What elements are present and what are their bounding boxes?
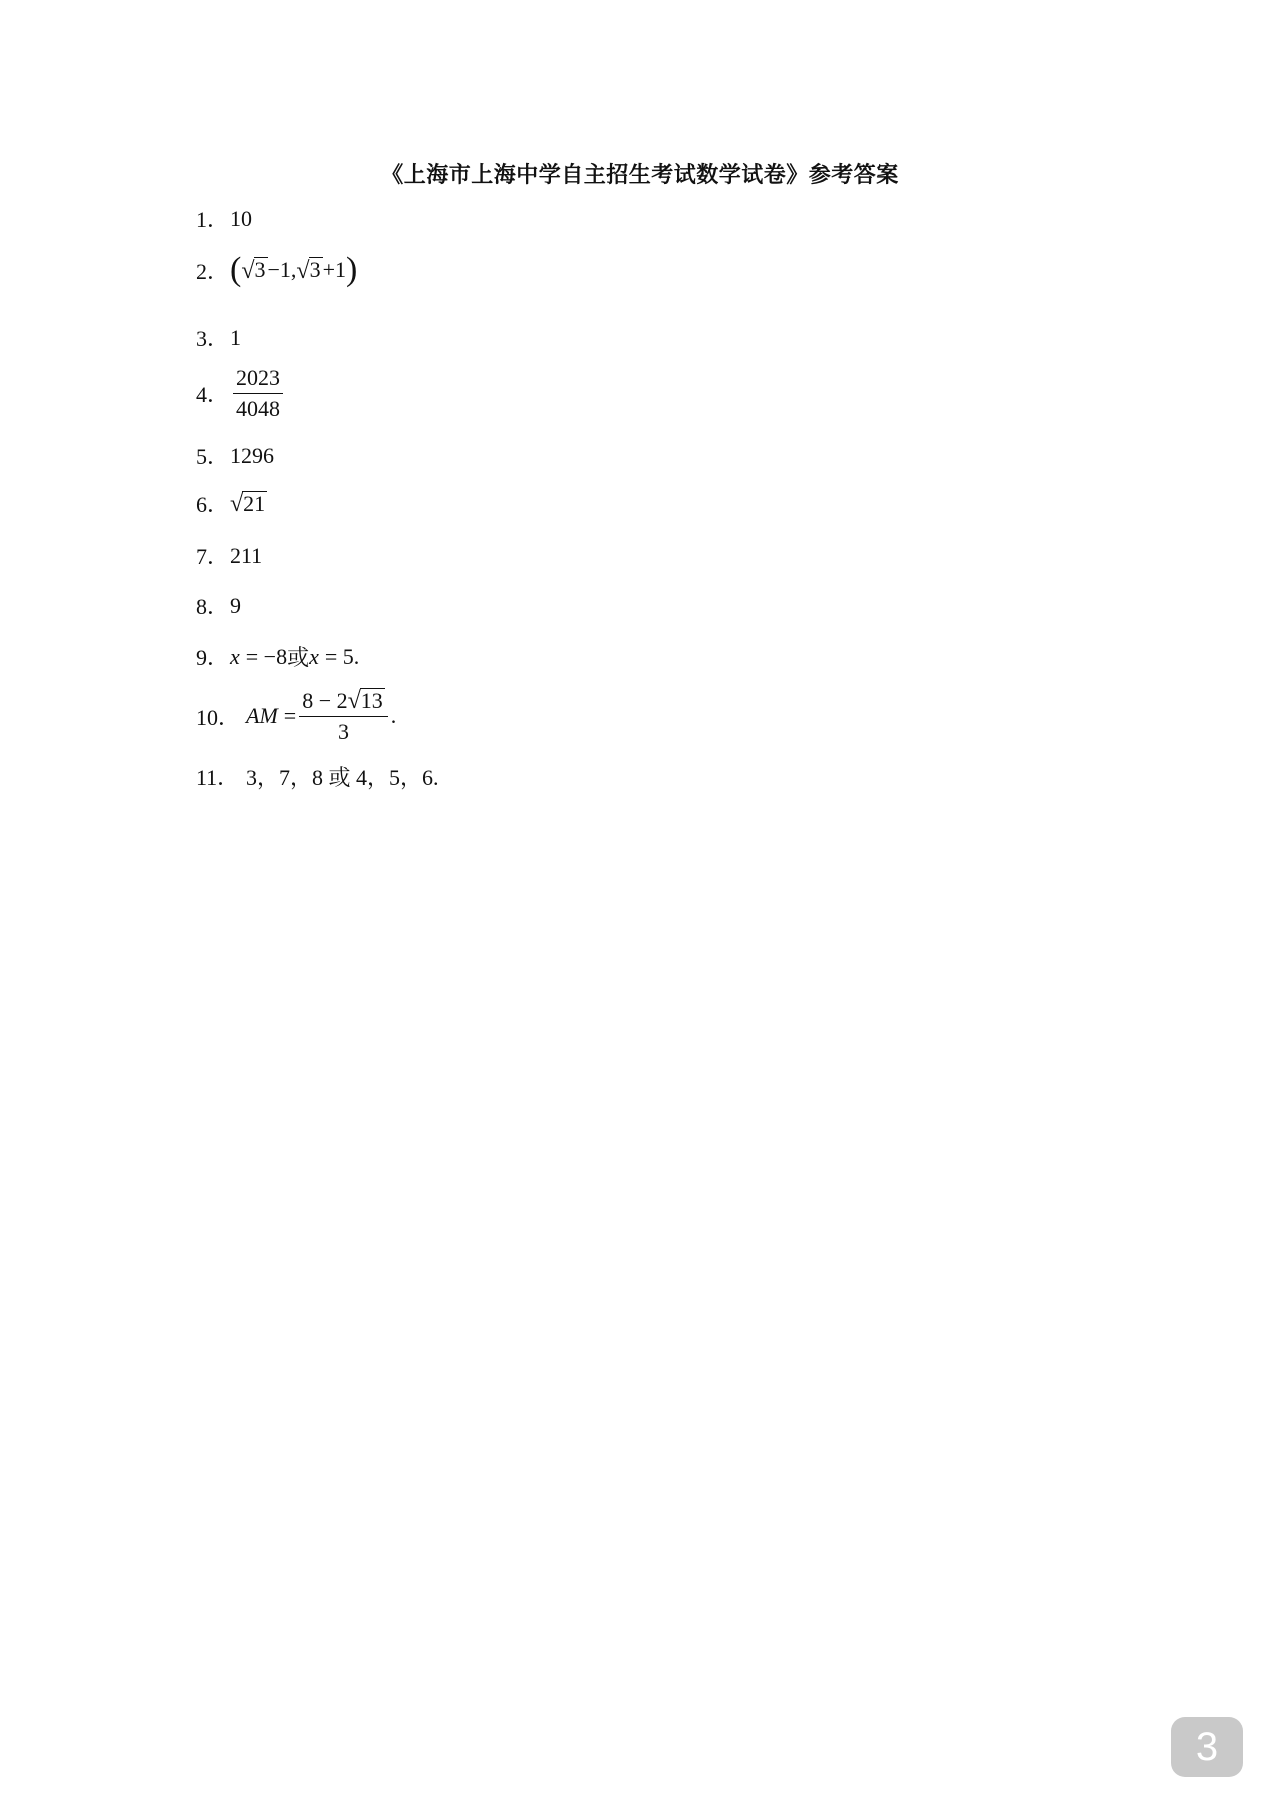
answer-11 [196,761,439,792]
radical-sign-icon: √ [241,257,255,284]
numerator: 2023 [233,366,283,394]
answer-number: 4． [196,382,230,408]
answer-number: 5． [196,444,230,469]
equals-sign: = [283,703,297,729]
denominator: 4048 [236,396,280,422]
close-paren: ) [346,251,358,288]
period: . [353,643,360,669]
answer-2 [196,253,357,287]
answer-value: 1296 [230,442,274,468]
numerator [299,688,388,717]
numerator-prefix: 8 − 2 [302,688,348,713]
answer-4 [196,366,286,421]
sqrt-expression [241,257,267,282]
sqrt-expression [296,257,322,282]
answer-number: 7． [196,544,230,569]
radicand: 13 [360,688,383,713]
equation-part: = −8 [245,643,288,669]
radicand: 3 [309,257,321,283]
answer-5 [196,440,274,471]
answer-8 [196,590,241,621]
answer-6 [196,488,267,519]
radicand: 3 [254,257,266,283]
answer-number: 2． [196,258,230,284]
minus-one: −1, [267,257,297,282]
answer-number: 3． [196,326,230,351]
answer-number: 10． [196,704,241,730]
plus-one: +1 [322,257,347,282]
radical-sign-icon: √ [347,688,361,715]
answer-7 [196,540,262,571]
answer-value: 1 [230,324,241,350]
variable-x: x [230,643,240,669]
denominator: 3 [337,719,349,745]
answer-number: 9． [196,645,230,670]
page-number-badge[interactable]: 3 [1171,1717,1243,1777]
period: . [390,703,397,729]
sqrt-expression [230,491,267,516]
answer-9 [196,641,359,672]
answer-value: 9 [230,592,241,618]
answer-10 [196,688,396,744]
answer-3 [196,322,241,353]
answer-1 [196,203,252,234]
answer-value [230,253,357,287]
radical-sign-icon: √ [230,491,244,518]
answer-value: 211 [230,542,263,568]
equation-part: = 5 [324,643,354,669]
answer-value [230,641,359,672]
answer-number: 11． [196,765,240,790]
radicand: 21 [243,490,266,516]
answer-value [246,688,396,744]
document-title: 《上海市上海中学自主招生考试数学试卷》参考答案 [381,162,899,187]
variable-x: x [309,643,319,669]
answer-number: 8． [196,594,230,619]
or-word: 或 [287,645,310,670]
fraction [299,688,388,744]
answer-number: 6． [196,492,230,517]
answer-value: 10 [230,205,252,231]
segment-am: AM [246,703,278,729]
radical-sign-icon: √ [296,257,310,284]
answer-number: 1． [196,207,230,232]
sqrt-expression [348,688,385,713]
open-paren: ( [230,251,242,288]
fraction [233,366,283,421]
answer-value: 3，7，8 或 4，5，6. [246,765,439,790]
